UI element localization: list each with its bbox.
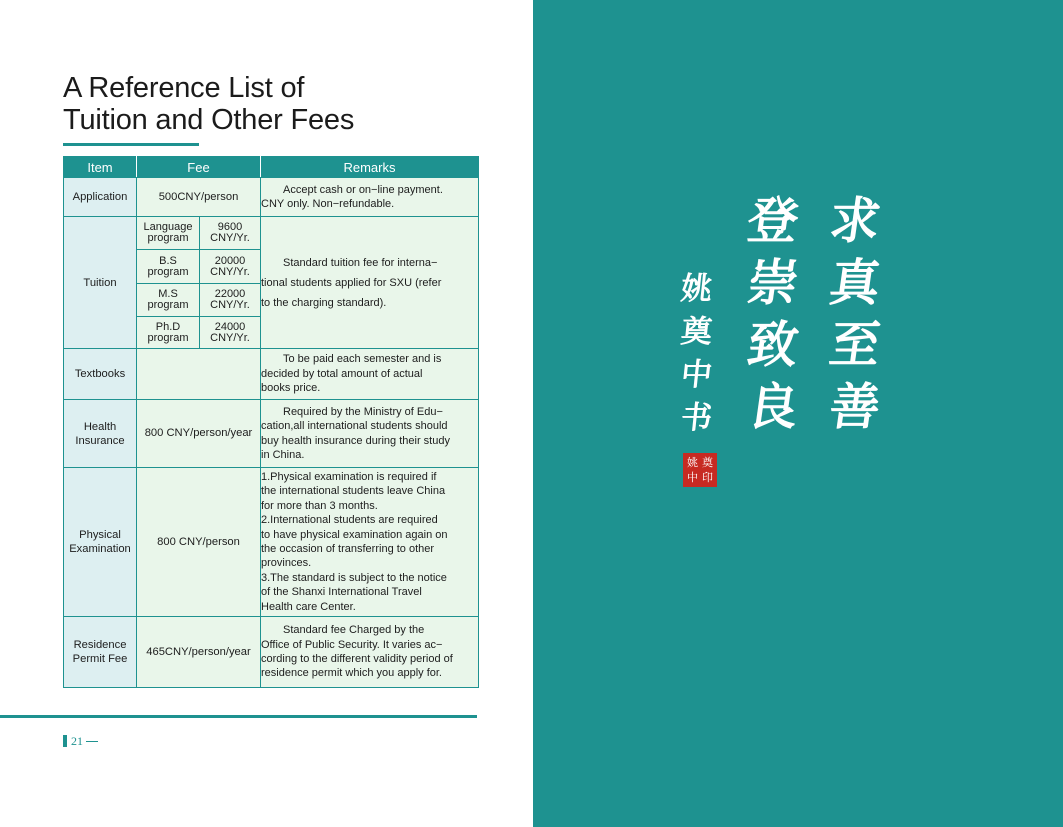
calligraphy-column-2	[743, 190, 803, 438]
textbooks-fee	[137, 349, 261, 400]
remark-line: Required by the Ministry of Edu−	[283, 405, 443, 418]
program-fee-line: 24000	[214, 320, 246, 333]
calligraphy-char: 至	[825, 315, 885, 374]
tuition-item: Tuition	[64, 217, 137, 349]
program-name-line: Ph.D	[155, 320, 181, 333]
remark-line: Standard tuition fee for interna−	[283, 256, 438, 269]
health-insurance-remarks	[261, 400, 479, 468]
calligraphy-char: 致	[743, 315, 803, 374]
health-insurance-fee: 800 CNY/person/year	[137, 400, 261, 468]
page-number-dash	[86, 741, 98, 742]
item-line: Permit Fee	[72, 653, 128, 665]
calligraphy-char: 善	[825, 377, 885, 436]
page-number-bar	[63, 735, 67, 747]
calligraphy-char: 崇	[743, 253, 803, 312]
item-line: Physical	[79, 529, 121, 541]
table-row-residence-permit	[64, 617, 479, 688]
residence-permit-fee: 465CNY/person/year	[137, 617, 261, 688]
item-line: Health	[83, 420, 117, 433]
program-name	[137, 250, 200, 284]
page-number-text: 21	[71, 733, 83, 748]
item-line: Residence	[73, 639, 127, 651]
red-seal-stamp	[683, 453, 717, 487]
right-page	[533, 0, 1063, 827]
remark-line: 3.The standard is subject to the notice	[261, 571, 447, 584]
remark-line: Accept cash or on−line payment.	[283, 183, 443, 196]
program-fee	[200, 317, 261, 349]
program-fee-line: 20000	[214, 254, 246, 267]
table-row-health-insurance	[64, 400, 479, 468]
program-name-line: program	[147, 265, 189, 278]
signature-char: 奠	[679, 314, 714, 350]
physical-examination-remarks	[261, 468, 479, 617]
program-fee	[200, 284, 261, 317]
remark-line: cording to the different validity period of	[261, 653, 453, 665]
program-fee-line: CNY/Yr.	[210, 331, 250, 344]
remark-line: Standard fee Charged by the	[283, 624, 425, 637]
program-name-line: program	[147, 299, 189, 311]
program-name-line: M.S	[158, 288, 178, 300]
program-fee-line: 22000	[214, 288, 246, 300]
remark-line: residence permit which you apply for.	[261, 667, 442, 680]
title-line-2: Tuition and Other Fees	[63, 104, 355, 136]
header-item: Item	[64, 157, 137, 178]
calligraphy-char: 真	[825, 253, 885, 312]
page-number	[63, 734, 98, 748]
header-remarks: Remarks	[261, 157, 479, 178]
remark-line: 2.International students are required	[261, 514, 438, 527]
remark-line: the international students leave China	[261, 485, 446, 498]
remark-line: to have physical examination again on	[261, 528, 448, 541]
program-name	[137, 217, 200, 250]
program-name-line: Language	[143, 221, 193, 233]
table-row-application	[64, 178, 479, 217]
textbooks-item: Textbooks	[64, 349, 137, 400]
seal-char: 奠	[702, 456, 713, 469]
table-row-tuition	[64, 217, 479, 250]
remark-line: provinces.	[261, 557, 312, 570]
title-underline	[63, 143, 199, 146]
calligraphy-column-1	[825, 190, 885, 438]
program-name-line: program	[147, 232, 189, 244]
application-item: Application	[64, 178, 137, 217]
textbooks-remarks	[261, 349, 479, 400]
table-row-textbooks	[64, 349, 479, 400]
physical-examination-fee: 800 CNY/person	[137, 468, 261, 617]
calligraphy-char: 登	[743, 191, 803, 250]
program-name-line: B.S	[159, 254, 177, 267]
tuition-remarks	[261, 217, 479, 349]
remark-line: 1.Physical examination is required if	[261, 470, 437, 483]
program-fee-line: CNY/Yr.	[210, 299, 250, 311]
remark-line: tional students applied for SXU (refer	[261, 276, 442, 289]
item-line: Examination	[69, 543, 131, 555]
remark-line: Health care Center.	[261, 600, 356, 613]
calligraphy-char: 良	[743, 377, 803, 436]
physical-examination-item	[64, 468, 137, 617]
remark-line: of the Shanxi International Travel	[261, 586, 422, 599]
program-fee	[200, 250, 261, 284]
program-fee-line: CNY/Yr.	[210, 232, 250, 244]
program-fee	[200, 217, 261, 250]
seal-char: 姚	[687, 456, 698, 469]
remark-line: books price.	[261, 382, 321, 395]
remark-line: CNY only. Non−refundable.	[261, 198, 395, 210]
calligraphy-signature	[681, 268, 712, 440]
program-name	[137, 317, 200, 349]
title-line-1: A Reference List of	[63, 72, 305, 104]
remark-line: cation,all international students should	[261, 420, 448, 433]
table-row-physical-examination	[64, 468, 479, 617]
calligraphy-char: 求	[825, 191, 885, 250]
remark-line: To be paid each semester and is	[283, 353, 442, 366]
remark-line: buy health insurance during their study	[261, 434, 450, 447]
footer-rule	[0, 715, 477, 718]
remark-line: the occasion of transferring to other	[261, 543, 435, 555]
header-fee: Fee	[137, 157, 261, 178]
remark-line: to the charging standard).	[261, 296, 387, 309]
program-name	[137, 284, 200, 317]
program-fee-line: 9600	[217, 221, 243, 233]
residence-permit-remarks	[261, 617, 479, 688]
signature-char: 书	[679, 400, 714, 436]
signature-char: 姚	[679, 271, 714, 307]
table-header-row	[64, 157, 479, 178]
remark-line: Office of Public Security. It varies ac−	[261, 638, 443, 651]
health-insurance-item	[64, 400, 137, 468]
seal-char: 中	[687, 471, 698, 484]
remark-line: in China.	[261, 448, 305, 461]
signature-char: 中	[679, 357, 714, 393]
seal-char: 印	[702, 471, 713, 484]
page-title	[63, 72, 354, 136]
remark-line: for more than 3 months.	[261, 499, 378, 512]
item-line: Insurance	[75, 434, 125, 447]
program-fee-line: CNY/Yr.	[210, 265, 250, 278]
application-remarks	[261, 178, 479, 217]
residence-permit-item	[64, 617, 137, 688]
fees-table	[63, 156, 479, 688]
remark-line: decided by total amount of actual	[261, 367, 423, 380]
program-name-line: program	[147, 331, 189, 344]
application-fee: 500CNY/person	[137, 178, 261, 217]
